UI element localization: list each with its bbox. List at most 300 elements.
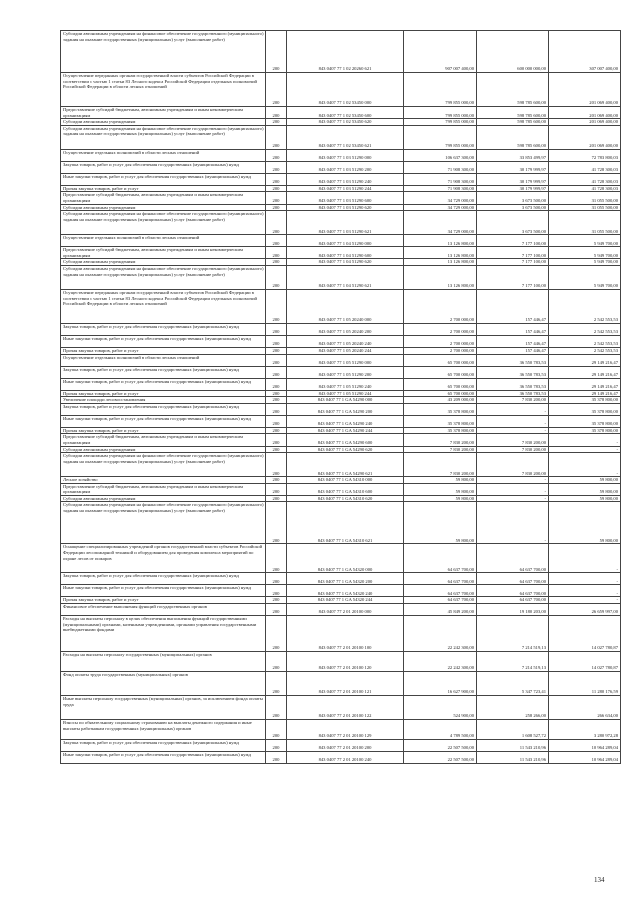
page-number: 134 [594,876,605,884]
row-budget-classification-code: 843 0407 77 2 01 20100 240 [287,752,404,764]
row-description: Субсидии автономным учреждениям на финансовое обеспечение государственного (муниципального) задания на оказание государственных (муниципальных) услуг (выполнение работ) [61,31,266,73]
table-row [61,397,621,404]
row-line-code: 200 [266,235,287,247]
row-executed-amount: 11 543 210,96 [477,740,549,752]
row-approved-amount: 7 830 200,00 [404,446,477,453]
row-approved-amount: 2 700 000,00 [404,323,477,335]
row-executed-amount: 7 214 519,13 [477,652,549,672]
row-description: Субсидии автономным учреждениям [61,446,266,453]
row-budget-classification-code: 843 0407 77 1 GA 54310 000 [287,477,404,484]
table-row [61,323,621,335]
row-budget-classification-code: 843 0407 77 1 GA 54290 244 [287,427,404,434]
table-row [61,477,621,484]
row-description: Расходы на выплаты персоналу государственных (муниципальных) органов [61,652,266,672]
row-budget-classification-code: 843 0407 77 1 05 20240 200 [287,323,404,335]
row-description: Закупка товаров, работ и услуг для обеспечения государственных (муниципальных) нужд [61,573,266,585]
table-row [61,204,621,211]
row-unexecuted-amount: 5 949 700,00 [549,265,621,289]
row-executed-amount: 7 177 100,00 [477,247,549,259]
row-approved-amount: 35 378 800,00 [404,403,477,415]
row-budget-classification-code: 843 0407 77 1 GA 54310 621 [287,502,404,544]
row-executed-amount: 157 446,47 [477,289,549,323]
row-budget-classification-code: 843 0407 77 1 GA 54320 200 [287,573,404,585]
row-budget-classification-code: 843 0407 77 1 02 53450 620 [287,119,404,126]
row-description: Осуществление переданных органам государственной власти субъектов Российской Федерации в соответствии с частью 1 статьи 83 Лесного кодекса Российской Федерации отдельных полномочий Российской Федерации в области лесных отношений [61,289,266,323]
row-line-code: 200 [266,434,287,446]
row-unexecuted-amount: 10 964 289,04 [549,752,621,764]
row-budget-classification-code: 843 0407 77 1 02 20260 621 [287,31,404,73]
row-unexecuted-amount: - [549,453,621,477]
budget-execution-table [60,30,621,764]
row-line-code: 200 [266,720,287,740]
row-executed-amount: 36 550 783,53 [477,366,549,378]
table-row [61,573,621,585]
row-unexecuted-amount: - [549,544,621,573]
row-executed-amount: 598 785 600,00 [477,125,549,149]
row-budget-classification-code: 843 0407 77 1 05 20240 000 [287,289,404,323]
row-executed-amount: 30 179 999,97 [477,161,549,173]
row-line-code: 200 [266,204,287,211]
row-line-code: 200 [266,31,287,73]
row-executed-amount: 598 785 600,00 [477,107,549,119]
row-budget-classification-code: 843 0407 77 1 02 53450 621 [287,125,404,149]
row-line-code: 200 [266,161,287,173]
row-description: Прочая закупка товаров, работ и услуг [61,185,266,192]
row-budget-classification-code: 843 0407 77 1 GA 54290 240 [287,415,404,427]
row-line-code: 200 [266,446,287,453]
row-approved-amount: 59 800,00 [404,483,477,495]
row-unexecuted-amount: 59 800,00 [549,495,621,502]
row-unexecuted-amount: 2 542 553,53 [549,347,621,354]
row-line-code: 200 [266,597,287,604]
row-executed-amount: - [477,502,549,544]
row-budget-classification-code: 843 0407 77 1 05 20240 244 [287,347,404,354]
row-approved-amount: 64 637 700,00 [404,585,477,597]
row-executed-amount: - [477,477,549,484]
row-budget-classification-code: 843 0407 77 1 03 51290 244 [287,185,404,192]
row-approved-amount: 34 729 000,00 [404,211,477,235]
table-row [61,73,621,107]
row-unexecuted-amount: 31 055 500,00 [549,192,621,204]
row-approved-amount: 35 378 800,00 [404,427,477,434]
row-approved-amount: 35 378 800,00 [404,415,477,427]
row-description: Субсидии автономным учреждениям на финансовое обеспечение государственного (муниципального) задания на оказание государственных (муниципальных) услуг (выполнение работ) [61,265,266,289]
row-approved-amount: 799 855 000,00 [404,125,477,149]
row-approved-amount: 71 908 300,00 [404,173,477,185]
row-line-code: 200 [266,289,287,323]
row-unexecuted-amount: 35 378 800,00 [549,415,621,427]
row-approved-amount: 43 209 000,00 [404,397,477,404]
row-line-code: 200 [266,585,287,597]
row-unexecuted-amount: 35 378 800,00 [549,397,621,404]
table-row [61,672,621,696]
row-line-code: 200 [266,335,287,347]
row-approved-amount: 59 800,00 [404,477,477,484]
row-executed-amount: 30 179 999,97 [477,185,549,192]
row-unexecuted-amount: - [549,573,621,585]
row-approved-amount: 13 126 800,00 [404,265,477,289]
row-description: Предоставление субсидий бюджетным, автономным учреждениям и иным некоммерческим организациям [61,107,266,119]
table-row [61,390,621,397]
row-description: Субсидии автономным учреждениям на финансовое обеспечение государственного (муниципального) задания на оказание государственных (муниципальных) услуг (выполнение работ) [61,125,266,149]
row-description: Предоставление субсидий бюджетным, автономным учреждениям и иным некоммерческим организациям [61,247,266,259]
row-approved-amount: 59 800,00 [404,495,477,502]
row-executed-amount: 157 446,47 [477,323,549,335]
table-row [61,335,621,347]
row-executed-amount: 64 637 700,00 [477,585,549,597]
row-description: Иные выплаты персоналу государственных (муниципальных) органов, за исключением фонда оплаты труда [61,696,266,720]
row-description: Субсидии автономным учреждениям [61,119,266,126]
table-row [61,289,621,323]
row-unexecuted-amount: 10 964 289,04 [549,740,621,752]
row-executed-amount: 36 550 783,53 [477,354,549,366]
row-budget-classification-code: 843 0407 77 1 03 51290 620 [287,204,404,211]
row-line-code: 200 [266,265,287,289]
row-line-code: 200 [266,173,287,185]
row-unexecuted-amount: 2 542 553,53 [549,289,621,323]
row-line-code: 200 [266,185,287,192]
row-line-code: 200 [266,259,287,266]
row-description: Осуществление переданных органам государственной власти субъектов Российской Федерации в соответствии с частью 1 статьи 83 Лесного кодекса Российской Федерации отдельных полномочий Российской Федерации в области лесных отношений [61,73,266,107]
row-budget-classification-code: 843 0407 77 1 05 51290 000 [287,354,404,366]
row-budget-classification-code: 843 0407 77 2 01 20100 200 [287,740,404,752]
row-executed-amount: 600 000 000,00 [477,31,549,73]
row-unexecuted-amount: 201 069 400,00 [549,119,621,126]
row-description: Субсидии автономным учреждениям на финансовое обеспечение государственного (муниципального) задания на оказание государственных (муниципальных) услуг (выполнение работ) [61,211,266,235]
row-description: Субсидии автономным учреждениям на финансовое обеспечение государственного (муниципального) задания на оказание государственных (муниципальных) услуг (выполнение работ) [61,502,266,544]
row-unexecuted-amount: 35 378 800,00 [549,427,621,434]
row-budget-classification-code: 843 0407 77 2 01 20100 120 [287,652,404,672]
row-unexecuted-amount: 3 280 972,28 [549,720,621,740]
row-line-code: 200 [266,107,287,119]
table-row [61,161,621,173]
row-description: Расходы на выплаты персоналу в целях обеспечения выполнения функций государственными (муниципальными) органами, казенными учреждениями, органами управления государственными внебюджетными фондами [61,616,266,652]
row-line-code: 200 [266,211,287,235]
row-unexecuted-amount: 266 634,00 [549,696,621,720]
row-approved-amount: 2 700 000,00 [404,347,477,354]
row-approved-amount: 65 700 000,00 [404,354,477,366]
row-approved-amount: 13 126 800,00 [404,235,477,247]
row-line-code: 200 [266,119,287,126]
row-unexecuted-amount: - [549,446,621,453]
row-description: Субсидии автономным учреждениям на финансовое обеспечение государственного (муниципального) задания на оказание государственных (муниципальных) услуг (выполнение работ) [61,453,266,477]
table-row [61,366,621,378]
row-line-code: 200 [266,149,287,161]
row-executed-amount: - [477,483,549,495]
row-budget-classification-code: 843 0407 77 1 GA 54290 620 [287,446,404,453]
table-row [61,149,621,161]
table-row [61,597,621,604]
row-unexecuted-amount: - [549,585,621,597]
row-budget-classification-code: 843 0407 77 2 01 20100 121 [287,672,404,696]
row-executed-amount: 64 637 700,00 [477,597,549,604]
row-line-code: 200 [266,73,287,107]
row-unexecuted-amount: 35 378 800,00 [549,403,621,415]
table-row [61,265,621,289]
row-unexecuted-amount: 29 149 216,47 [549,378,621,390]
row-budget-classification-code: 843 0407 77 1 05 20240 240 [287,335,404,347]
table-row [61,446,621,453]
row-budget-classification-code: 843 0407 77 1 04 51290 620 [287,259,404,266]
table-row [61,434,621,446]
table-row [61,235,621,247]
table-row [61,403,621,415]
row-line-code: 200 [266,390,287,397]
row-unexecuted-amount: 29 149 216,47 [549,390,621,397]
table-row [61,347,621,354]
row-unexecuted-amount: 5 949 700,00 [549,259,621,266]
row-unexecuted-amount: 29 149 216,47 [549,354,621,366]
table-row [61,483,621,495]
row-budget-classification-code: 843 0407 77 1 05 51290 244 [287,390,404,397]
row-description: Осуществление отдельных полномочий в области лесных отношений [61,235,266,247]
table-row [61,119,621,126]
row-executed-amount: 598 785 600,00 [477,119,549,126]
row-line-code: 200 [266,192,287,204]
row-line-code: 200 [266,347,287,354]
row-line-code: 200 [266,247,287,259]
row-description: Иные закупки товаров, работ и услуг для обеспечения государственных (муниципальных) нужд [61,752,266,764]
row-unexecuted-amount: 201 069 400,00 [549,73,621,107]
row-budget-classification-code: 843 0407 77 1 GA 54290 600 [287,434,404,446]
row-unexecuted-amount: 59 800,00 [549,483,621,495]
row-line-code: 200 [266,616,287,652]
row-budget-classification-code: 843 0407 77 1 05 51290 240 [287,378,404,390]
row-budget-classification-code: 843 0407 77 1 GA 54320 000 [287,544,404,573]
row-executed-amount: 1 608 527,72 [477,720,549,740]
row-executed-amount: 64 637 700,00 [477,573,549,585]
row-approved-amount: 16 627 900,00 [404,672,477,696]
row-executed-amount: 7 214 519,13 [477,616,549,652]
row-description: Иные закупки товаров, работ и услуг для обеспечения государственных (муниципальных) нужд [61,415,266,427]
row-budget-classification-code: 843 0407 77 1 03 51290 200 [287,161,404,173]
row-executed-amount: 19 180 203,00 [477,604,549,616]
row-budget-classification-code: 843 0407 77 1 GA 54290 621 [287,453,404,477]
row-line-code: 200 [266,125,287,149]
row-line-code: 200 [266,604,287,616]
row-budget-classification-code: 843 0407 77 1 05 51290 200 [287,366,404,378]
row-budget-classification-code: 843 0407 77 1 GA 54310 620 [287,495,404,502]
row-budget-classification-code: 843 0407 77 1 GA 54320 240 [287,585,404,597]
row-approved-amount: 4 789 500,00 [404,720,477,740]
table-row [61,192,621,204]
row-approved-amount: 22 507 500,00 [404,752,477,764]
row-line-code: 200 [266,415,287,427]
table-row [61,415,621,427]
row-budget-classification-code: 843 0407 77 2 01 20100 129 [287,720,404,740]
row-line-code: 200 [266,354,287,366]
row-description: Прочая закупка товаров, работ и услуг [61,597,266,604]
row-approved-amount: 65 700 000,00 [404,390,477,397]
table-row [61,502,621,544]
row-executed-amount: 7 177 100,00 [477,259,549,266]
row-unexecuted-amount: 2 542 553,53 [549,335,621,347]
row-approved-amount: 71 908 300,00 [404,185,477,192]
row-approved-amount: 2 700 000,00 [404,289,477,323]
row-description: Предоставление субсидий бюджетным, автономным учреждениям и иным некоммерческим организациям [61,192,266,204]
row-approved-amount: 799 855 000,00 [404,73,477,107]
row-executed-amount: 3 673 500,00 [477,192,549,204]
row-description: Прочая закупка товаров, работ и услуг [61,427,266,434]
row-approved-amount: 7 830 200,00 [404,434,477,446]
row-unexecuted-amount: - [549,434,621,446]
table-row [61,173,621,185]
row-approved-amount: 7 830 200,00 [404,453,477,477]
row-line-code: 200 [266,544,287,573]
row-description: Закупка товаров, работ и услуг для обеспечения государственных (муниципальных) нужд [61,403,266,415]
table-row [61,495,621,502]
row-executed-amount: - [477,415,549,427]
row-description: Осуществление отдельных полномочий в области лесных отношений [61,149,266,161]
row-description: Фонд оплаты труда государственных (муниципальных) органов [61,672,266,696]
row-description: Иные закупки товаров, работ и услуг для обеспечения государственных (муниципальных) нужд [61,335,266,347]
row-approved-amount: 71 908 300,00 [404,161,477,173]
row-approved-amount: 64 637 700,00 [404,573,477,585]
row-line-code: 200 [266,696,287,720]
row-executed-amount: 157 446,47 [477,335,549,347]
row-description: Субсидии автономным учреждениям [61,495,266,502]
row-budget-classification-code: 843 0407 77 2 01 20100 100 [287,616,404,652]
row-executed-amount: - [477,495,549,502]
row-executed-amount: 64 637 700,00 [477,544,549,573]
row-description: Иные закупки товаров, работ и услуг для обеспечения государственных (муниципальных) нужд [61,378,266,390]
row-approved-amount: 22 242 300,00 [404,652,477,672]
row-line-code: 200 [266,752,287,764]
row-approved-amount: 65 700 000,00 [404,378,477,390]
row-description: Закупка товаров, работ и услуг для обеспечения государственных (муниципальных) нужд [61,323,266,335]
table-row [61,354,621,366]
table-row [61,125,621,149]
row-description: Закупка товаров, работ и услуг для обеспечения государственных (муниципальных) нужд [61,740,266,752]
table-row [61,259,621,266]
row-approved-amount: 13 126 800,00 [404,247,477,259]
row-executed-amount: 598 785 600,00 [477,73,549,107]
row-executed-amount: 7 830 200,00 [477,434,549,446]
table-row [61,185,621,192]
row-unexecuted-amount: 41 728 300,03 [549,185,621,192]
row-description: Предоставление субсидий бюджетным, автономным учреждениям и иным некоммерческим организациям [61,434,266,446]
row-description: Предоставление субсидий бюджетным, автономным учреждениям и иным некоммерческим организациям [61,483,266,495]
table-row [61,752,621,764]
row-budget-classification-code: 843 0407 77 1 03 51290 240 [287,173,404,185]
row-budget-classification-code: 843 0407 77 1 GA 54290 200 [287,403,404,415]
row-description: Прочая закупка товаров, работ и услуг [61,390,266,397]
row-executed-amount: - [477,403,549,415]
row-approved-amount: 22 507 500,00 [404,740,477,752]
row-approved-amount: 64 637 700,00 [404,597,477,604]
row-approved-amount: 13 126 800,00 [404,259,477,266]
row-budget-classification-code: 843 0407 77 1 03 51290 000 [287,149,404,161]
row-executed-amount: 157 446,47 [477,347,549,354]
table-row [61,740,621,752]
row-executed-amount: - [477,427,549,434]
row-description: Осуществление отдельных полномочий в области лесных отношений [61,354,266,366]
table-row [61,378,621,390]
row-unexecuted-amount: 72 783 800,03 [549,149,621,161]
row-approved-amount: 59 800,00 [404,502,477,544]
row-unexecuted-amount: 5 949 700,00 [549,247,621,259]
row-description: Иные закупки товаров, работ и услуг для обеспечения государственных (муниципальных) нужд [61,173,266,185]
row-line-code: 200 [266,403,287,415]
table-row [61,696,621,720]
row-unexecuted-amount: - [549,597,621,604]
row-executed-amount: 36 550 783,53 [477,390,549,397]
row-executed-amount: 5 347 723,41 [477,672,549,696]
row-description: Оснащение специализированных учреждений органов государственной власти субъектов Российской Федерации лесопожарной техникой и оборудованием для проведения комплекса мероприятий по охране лесов от пожаров [61,544,266,573]
row-executed-amount: 7 830 200,00 [477,446,549,453]
row-description: Закупка товаров, работ и услуг для обеспечения государственных (муниципальных) нужд [61,161,266,173]
row-approved-amount: 34 729 000,00 [404,192,477,204]
row-budget-classification-code: 843 0407 77 1 04 51290 621 [287,265,404,289]
row-description: Иные закупки товаров, работ и услуг для обеспечения государственных (муниципальных) нужд [61,585,266,597]
row-executed-amount: 36 550 783,53 [477,378,549,390]
row-description: Взносы по обязательному социальному страхованию на выплаты денежного содержания и иные выплаты работникам государственных (муниципальных) органов [61,720,266,740]
row-line-code: 200 [266,397,287,404]
row-unexecuted-amount: 26 659 997,00 [549,604,621,616]
row-line-code: 200 [266,427,287,434]
row-executed-amount: 7 830 200,00 [477,397,549,404]
row-unexecuted-amount: 31 055 500,00 [549,211,621,235]
row-line-code: 200 [266,323,287,335]
row-description: Закупка товаров, работ и услуг для обеспечения государственных (муниципальных) нужд [61,366,266,378]
row-approved-amount: 907 007 400,00 [404,31,477,73]
table-row [61,604,621,616]
row-unexecuted-amount: 14 027 780,87 [549,616,621,652]
row-line-code: 200 [266,453,287,477]
table-row [61,585,621,597]
row-budget-classification-code: 843 0407 77 1 03 51290 600 [287,192,404,204]
table-row [61,616,621,652]
row-line-code: 200 [266,652,287,672]
row-approved-amount: 22 242 300,00 [404,616,477,652]
row-unexecuted-amount: 41 728 300,03 [549,173,621,185]
table-row [61,720,621,740]
row-executed-amount: 258 266,00 [477,696,549,720]
row-line-code: 200 [266,740,287,752]
row-executed-amount: 7 177 100,00 [477,265,549,289]
row-unexecuted-amount: 5 949 700,00 [549,235,621,247]
row-budget-classification-code: 843 0407 77 1 04 51290 000 [287,235,404,247]
row-approved-amount: 799 855 000,00 [404,107,477,119]
row-budget-classification-code: 843 0407 77 1 02 53450 600 [287,107,404,119]
row-line-code: 200 [266,477,287,484]
row-budget-classification-code: 843 0407 77 1 GA 54320 244 [287,597,404,604]
row-description: Прочая закупка товаров, работ и услуг [61,347,266,354]
row-approved-amount: 2 700 000,00 [404,335,477,347]
row-executed-amount: 11 543 210,96 [477,752,549,764]
table-row [61,31,621,73]
row-budget-classification-code: 843 0407 77 2 01 20100 122 [287,696,404,720]
row-approved-amount: 65 700 000,00 [404,366,477,378]
row-description: Субсидии автономным учреждениям [61,204,266,211]
row-line-code: 200 [266,378,287,390]
row-unexecuted-amount: 2 542 553,53 [549,323,621,335]
row-approved-amount: 34 729 000,00 [404,204,477,211]
row-executed-amount: 33 853 499,97 [477,149,549,161]
row-unexecuted-amount: 41 728 300,03 [549,161,621,173]
table-row [61,427,621,434]
row-approved-amount: 45 849 200,00 [404,604,477,616]
row-description: Субсидии автономным учреждениям [61,259,266,266]
row-description: Финансовое обеспечение выполнения функций государственных органов [61,604,266,616]
row-approved-amount: 64 637 700,00 [404,544,477,573]
row-line-code: 200 [266,483,287,495]
table-row [61,247,621,259]
table-row [61,652,621,672]
table-row [61,453,621,477]
row-approved-amount: 524 900,00 [404,696,477,720]
row-line-code: 200 [266,495,287,502]
